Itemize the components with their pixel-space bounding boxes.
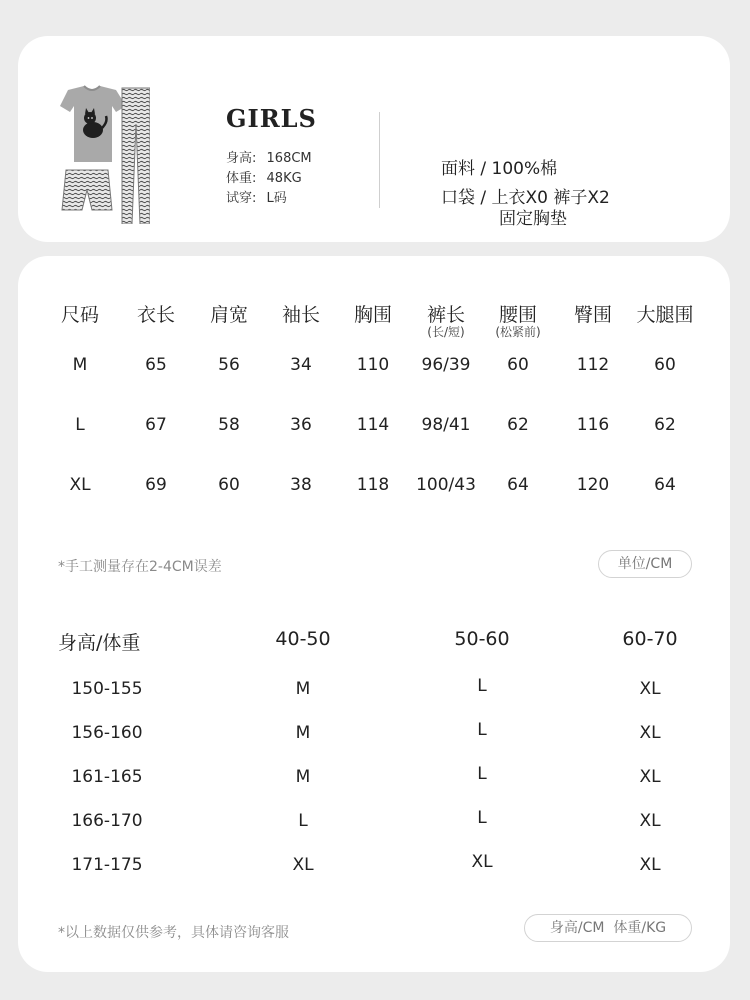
size-chart-cell: 60: [654, 355, 676, 375]
height-value: 168CM: [266, 151, 312, 166]
model-measurements: [226, 149, 312, 209]
size-chart-header: 臀围: [573, 304, 613, 326]
weight-range-header: 40-50: [275, 628, 331, 650]
recommended-size-cell: XL: [292, 855, 314, 875]
size-chart-cell: 110: [356, 355, 390, 375]
size-chart-cell: 116: [576, 415, 610, 435]
vertical-divider: [379, 112, 380, 208]
size-chart-cell: 58: [218, 415, 240, 435]
size-chart-cell: 56: [218, 355, 240, 375]
recommended-size-cell: L: [477, 764, 487, 784]
recommended-size-cell: M: [295, 679, 311, 699]
size-chart-cell: 64: [507, 475, 529, 495]
weight-label: 体重:: [226, 171, 257, 186]
model-weight-row: [226, 169, 312, 189]
height-range-label: 161-165: [71, 767, 143, 787]
size-chart-size-label: XL: [69, 475, 91, 495]
size-chart-header: 腰围: [498, 304, 538, 326]
size-chart-header: 尺码: [60, 304, 100, 326]
size-chart-cell: 62: [507, 415, 529, 435]
recommended-size-cell: M: [295, 723, 311, 743]
weight-range-header: 50-60: [454, 628, 510, 650]
size-chart-header: 袖长: [281, 304, 321, 326]
height-label: 身高:: [226, 151, 257, 166]
size-chart-cell: 120: [576, 475, 610, 495]
size-chart-cell: 98/41: [421, 415, 471, 435]
height-range-label: 171-175: [71, 855, 143, 875]
recommended-size-cell: XL: [639, 679, 661, 699]
size-chart-cell: 100/43: [416, 475, 476, 495]
fabric-material: 面料 / 100%棉: [441, 159, 558, 179]
height-range-label: 156-160: [71, 723, 143, 743]
size-chart-cell: 96/39: [421, 355, 471, 375]
size-chart-cell: 112: [576, 355, 610, 375]
recommended-size-cell: XL: [471, 852, 493, 872]
size-chart-cell: 67: [145, 415, 167, 435]
model-title: GIRLS: [226, 104, 317, 133]
recommendation-corner-header: 身高/体重: [58, 632, 141, 654]
size-chart-cell: 60: [218, 475, 240, 495]
size-chart-cell: 34: [290, 355, 312, 375]
size-chart-cell: 60: [507, 355, 529, 375]
recommended-size-cell: M: [295, 767, 311, 787]
size-chart-size-label: L: [75, 415, 85, 435]
size-chart-cell: 38: [290, 475, 312, 495]
recommended-size-cell: L: [477, 720, 487, 740]
size-chart-subheader: (长/短): [427, 325, 465, 339]
size-chart-header: 裤长: [426, 304, 466, 326]
model-height-row: [226, 149, 312, 169]
size-chart-cell: 62: [654, 415, 676, 435]
fabric-pockets-extra: 固定胸垫: [499, 209, 567, 229]
weight-value: 48KG: [266, 171, 302, 186]
size-chart-header: 肩宽: [209, 304, 249, 326]
size-chart-cell: 36: [290, 415, 312, 435]
recommended-size-cell: XL: [639, 767, 661, 787]
recommended-size-cell: L: [298, 811, 308, 831]
unit-badge-recommendation: 身高/CM 体重/KG: [524, 914, 692, 942]
recommended-size-cell: XL: [639, 723, 661, 743]
size-chart-size-label: M: [72, 355, 88, 375]
product-image-icon: [50, 84, 150, 224]
size-chart-cell: 114: [356, 415, 390, 435]
size-chart-header: 衣长: [136, 304, 176, 326]
height-range-label: 166-170: [71, 811, 143, 831]
size-chart-header: 胸围: [353, 304, 393, 326]
recommended-size-cell: XL: [639, 855, 661, 875]
size-chart-header: 大腿围: [636, 304, 694, 326]
height-range-label: 150-155: [71, 679, 143, 699]
recommended-size-cell: L: [477, 808, 487, 828]
unit-badge: 单位/CM: [598, 550, 692, 578]
size-chart-cell: 64: [654, 475, 676, 495]
fabric-info: [441, 158, 610, 231]
size-chart-cell: 65: [145, 355, 167, 375]
measurement-note: *手工测量存在2-4CM误差: [58, 559, 222, 575]
size-chart-cell: 69: [145, 475, 167, 495]
size-chart-subheader: (松紧前): [495, 325, 541, 339]
recommended-size-cell: XL: [639, 811, 661, 831]
recommended-size-cell: L: [477, 676, 487, 696]
size-value: L码: [266, 191, 287, 206]
weight-range-header: 60-70: [622, 628, 678, 650]
size-chart-cell: 118: [356, 475, 390, 495]
model-size-row: [226, 189, 312, 209]
fabric-pockets: 口袋 / 上衣X0 裤子X2: [441, 188, 610, 208]
disclaimer-note: *以上数据仅供参考，具体请咨询客服: [58, 925, 289, 941]
size-label: 试穿:: [226, 191, 257, 206]
